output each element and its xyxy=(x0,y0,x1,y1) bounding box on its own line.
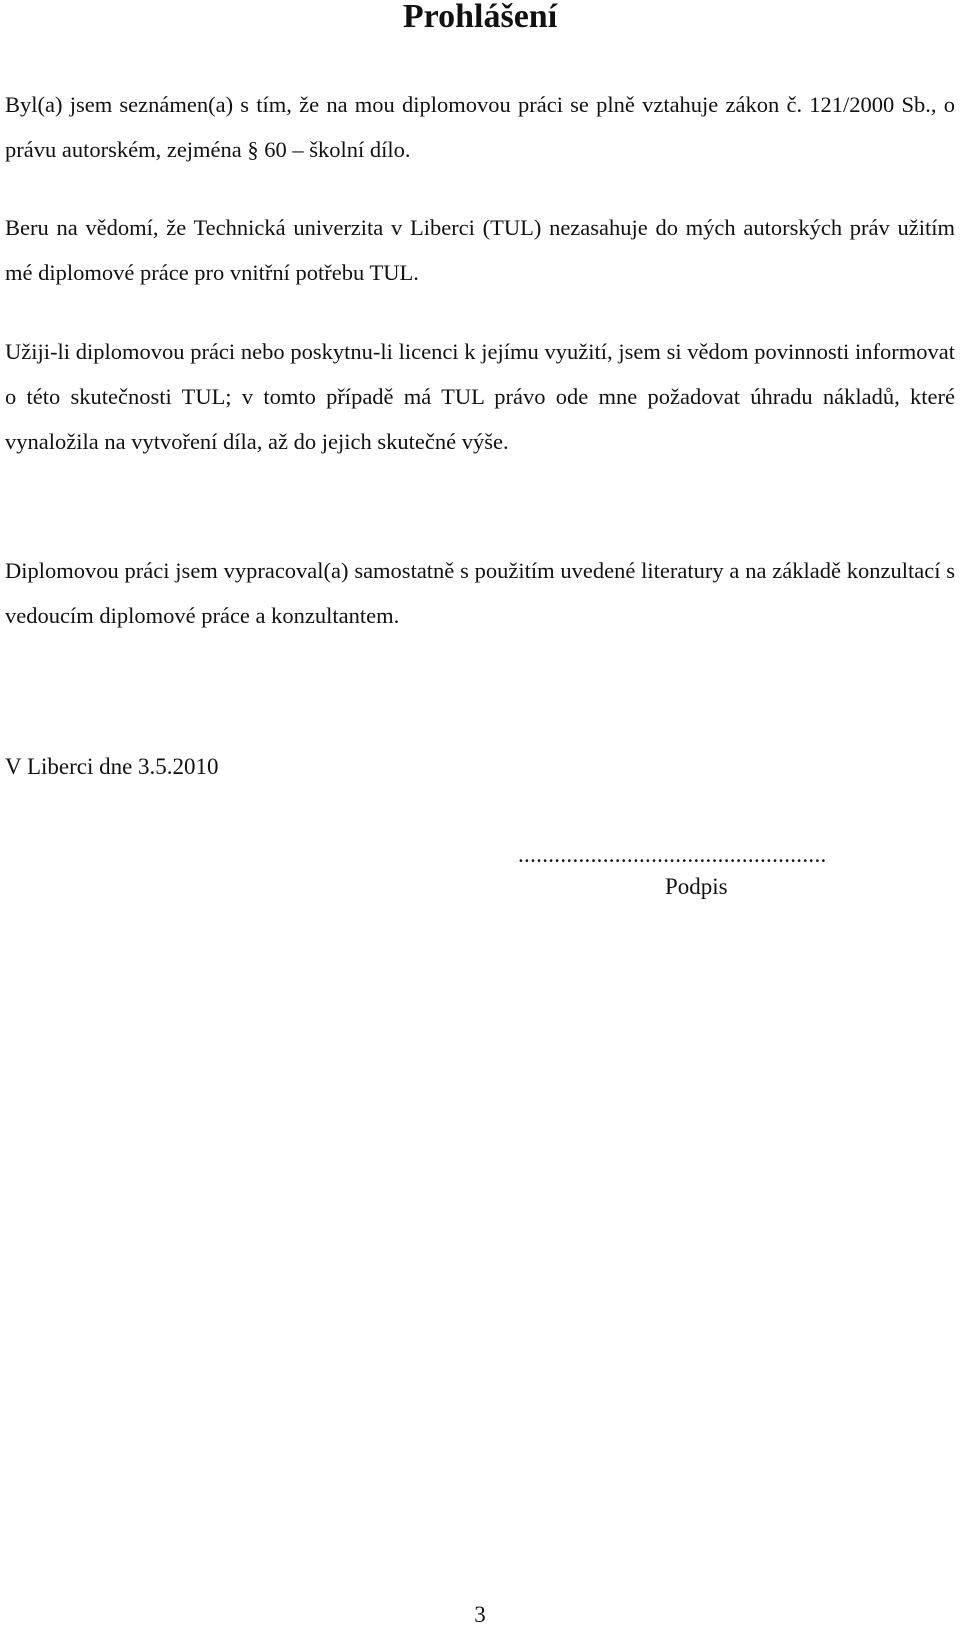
paragraph-copyright-law: Byl(a) jsem seznámen(a) s tím, že na mou diplomovou práci se plně vztahuje zákon č. 121/2000 Sb., o právu autorském, zejména § 60 – školní dílo. xyxy=(5,92,955,162)
paragraph-tul-rights: Beru na vědomí, že Technická univerzita v Liberci (TUL) nezasahuje do mých autorských práv užitím mé diplomové práce pro vnitřní potřebu TUL. xyxy=(5,215,955,285)
page-title: Prohlášení xyxy=(402,0,558,35)
signature-line: ................................................... xyxy=(518,842,827,867)
paragraph-independent-work: Diplomovou práci jsem vypracoval(a) samostatně s použitím uvedené literatury a na základě konzultací s vedoucím diplomové práce a konzultantem. xyxy=(5,558,955,628)
date-line: V Liberci dne 3.5.2010 xyxy=(5,754,219,779)
signature-label: Podpis xyxy=(665,874,728,899)
page-number: 3 xyxy=(474,1602,486,1627)
paragraph-license-obligation: Užiji-li diplomovou práci nebo poskytnu-li licenci k jejímu využití, jsem si vědom povinnosti informovat o této skutečnosti TUL; v tomto případě má TUL právo ode mne požadovat úhradu nákladů, které vynaložila na vytvoření díla, až do jejich skutečné výše. xyxy=(5,339,955,454)
